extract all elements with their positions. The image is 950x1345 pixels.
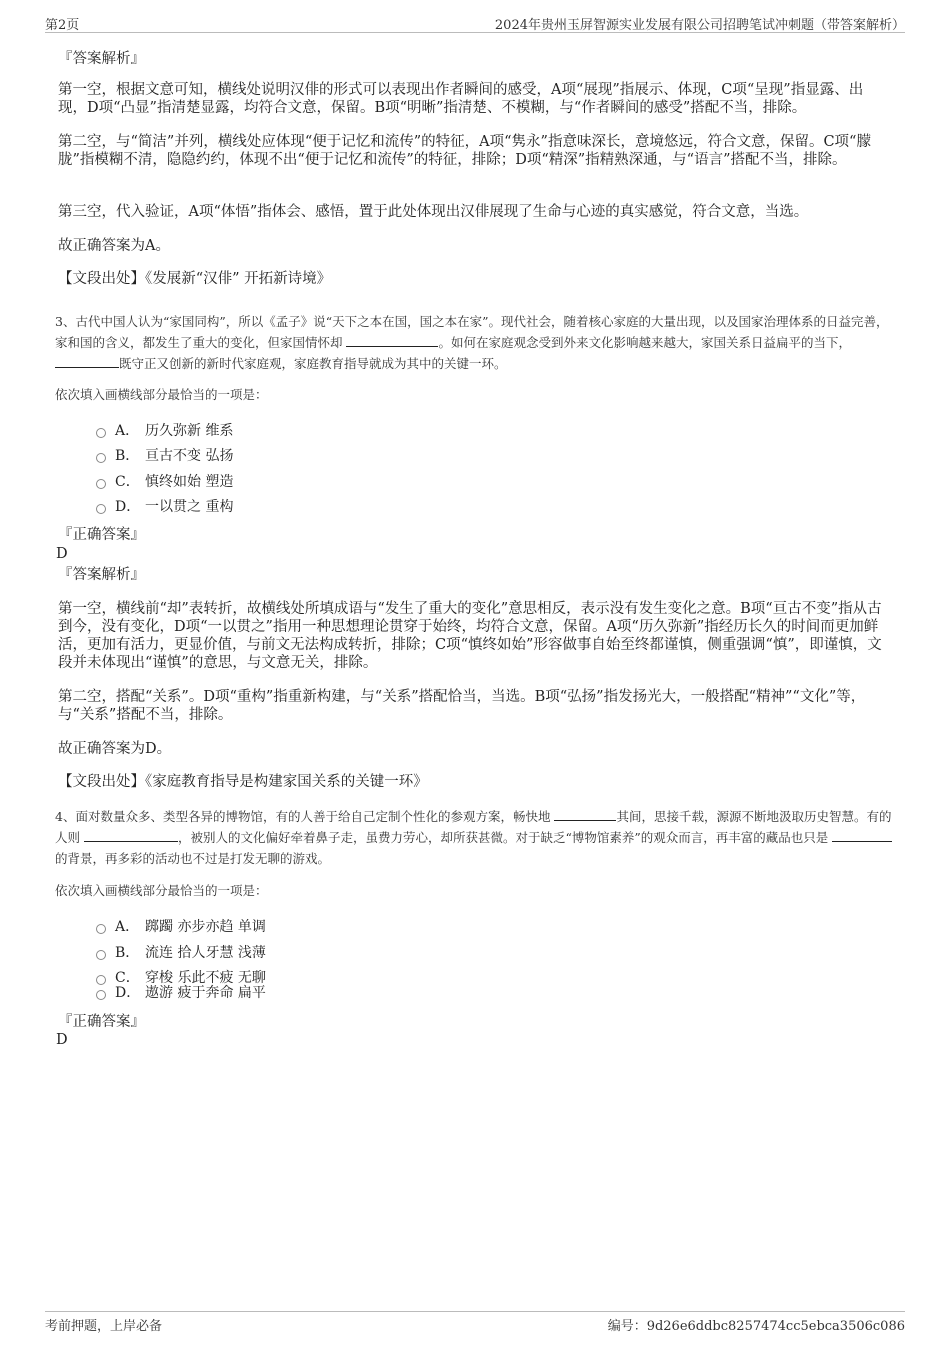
radio-icon[interactable] bbox=[96, 990, 106, 1000]
q2-analysis-para-1: 第一空，根据文意可知，横线处说明汉俳的形式可以表现出作者瞬间的感受，A项“展现”指展示、体现，C项“呈现”指显露、出现，D项“凸显”指清楚显露，均符合文意，保留。B项“明晰”指清楚、不模糊，与“作者瞬间的感受”搭配不当，排除。 bbox=[58, 82, 864, 116]
q3-option-a[interactable]: A． 历久弥新 维系 bbox=[96, 422, 233, 440]
radio-icon[interactable] bbox=[96, 428, 106, 438]
radio-icon[interactable] bbox=[96, 950, 106, 960]
q4-option-b[interactable]: B． 流连 拾人牙慧 浅薄 bbox=[96, 944, 266, 962]
radio-icon[interactable] bbox=[96, 924, 106, 934]
q4-option-d[interactable]: D． 遨游 疲于奔命 扁平 bbox=[96, 984, 266, 1002]
document-title: 2024年贵州玉屏智源实业发展有限公司招聘笔试冲刺题（带答案解析） bbox=[494, 18, 905, 33]
footer-slogan: 考前押题，上岸必备 bbox=[45, 1319, 163, 1334]
q3-answer-label: 『正确答案』 bbox=[58, 527, 145, 543]
q3-option-b[interactable]: B． 亘古不变 弘扬 bbox=[96, 447, 233, 465]
q3-prompt: 依次填入画横线部分最恰当的一项是： bbox=[55, 387, 268, 402]
q3-analysis-para-1: 第一空，横线前“却”表转折，故横线处所填成语与“发生了重大的变化”意思相反，表示没有发生变化之意。B项“亘古不变”指从古到今，没有变化，D项“一以贯之”指用一种思想理论贯穿于始终，均符合文意，保留。A项“历久弥新”指经历长久的时间而更加鲜活，更加有活力，更显价值，与前文无法构成转折，排除；C项“慎终如始”形容做事自始至终都谨慎，侧重强调“慎”，即谨慎，文段并未体现出“谨慎”的意思，与文意无关，排除。 bbox=[58, 601, 882, 671]
q2-analysis-para-2: 第二空，与“简洁”并列，横线处应体现“便于记忆和流传”的特征，A项“隽永”指意味深长，意境悠远，符合文意，保留。C项“朦胧”指模糊不清，隐隐约约，体现不出“便于记忆和流传”的特征，排除；D项“精深”指精熟深通，与“语言”搭配不当，排除。 bbox=[58, 134, 871, 168]
q2-analysis-label: 『答案解析』 bbox=[58, 51, 145, 67]
radio-icon[interactable] bbox=[96, 975, 106, 985]
q4-blank-1 bbox=[554, 807, 616, 821]
q3-analysis-para-2: 第二空，搭配“关系”。D项“重构”指重新构建，与“关系”搭配恰当，当选。B项“弘扬”指发扬光大，一般搭配“精神”“文化”等，与“关系”搭配不当，排除。 bbox=[58, 689, 866, 723]
q2-source: 【文段出处】《发展新“汉俳” 开拓新诗境》 bbox=[58, 271, 332, 287]
q4-stem: 4、面对数量众多、类型各异的博物馆，有的人善于给自己定制个性化的参观方案，畅快地 其间，思接千载，源源不断地汲取历史智慧。有的人则 ，被别人的文化偏好牵着鼻子走，虽费力劳心，却所获甚微。对于缺乏“博物馆素养”的观众而言，再丰富的藏品也只是 的背景，再多彩的活动也不过是打发无聊的游戏。 bbox=[55, 809, 892, 866]
q3-analysis-label: 『答案解析』 bbox=[58, 567, 145, 583]
q4-prompt: 依次填入画横线部分最恰当的一项是： bbox=[55, 883, 268, 898]
q3-option-d[interactable]: D． 一以贯之 重构 bbox=[96, 498, 233, 516]
q3-blank-1 bbox=[346, 333, 438, 347]
q4-answer: D bbox=[56, 1032, 68, 1048]
q3-source: 【文段出处】《家庭教育指导是构建家国关系的关键一环》 bbox=[58, 774, 428, 790]
page-footer bbox=[45, 1311, 905, 1334]
q4-option-c[interactable]: C． 穿梭 乐此不疲 无聊 bbox=[96, 969, 266, 987]
q2-analysis-para-3: 第三空，代入验证，A项“体悟”指体会、感悟，置于此处体现出汉俳展现了生命与心迹的真实感觉，符合文意，当选。 bbox=[58, 204, 809, 220]
q4-blank-2 bbox=[84, 828, 178, 842]
radio-icon[interactable] bbox=[96, 453, 106, 463]
radio-icon[interactable] bbox=[96, 479, 106, 489]
document-id: 编号：9d26e6ddbc8257474cc5ebca3506c086 bbox=[607, 1319, 905, 1334]
q3-stem: 3、古代中国人认为“家国同构”，所以《孟子》说“天下之本在国，国之本在家”。现代社会，随着核心家庭的大量出现，以及国家治理体系的日益完善，家和国的含义，都发生了重大的变化，但家国情怀却 。如何在家庭观念受到外来文化影响越来越大，家国关系日益扁平的当下， 既守正又创新的新时代家庭观，家庭教育指导就成为其中的关键一环。 bbox=[55, 314, 889, 371]
q3-conclusion: 故正确答案为D。 bbox=[58, 741, 172, 757]
q4-answer-label: 『正确答案』 bbox=[58, 1014, 145, 1030]
q2-conclusion: 故正确答案为A。 bbox=[58, 238, 170, 254]
radio-icon[interactable] bbox=[96, 504, 106, 514]
q3-answer: D bbox=[56, 546, 68, 562]
page-header bbox=[45, 12, 905, 33]
page-number: 第2页 bbox=[45, 18, 80, 33]
q3-option-c[interactable]: C． 慎终如始 塑造 bbox=[96, 473, 233, 491]
q3-blank-2 bbox=[55, 354, 119, 368]
q4-blank-3 bbox=[832, 828, 892, 842]
q4-option-a[interactable]: A． 踯躅 亦步亦趋 单调 bbox=[96, 918, 266, 936]
